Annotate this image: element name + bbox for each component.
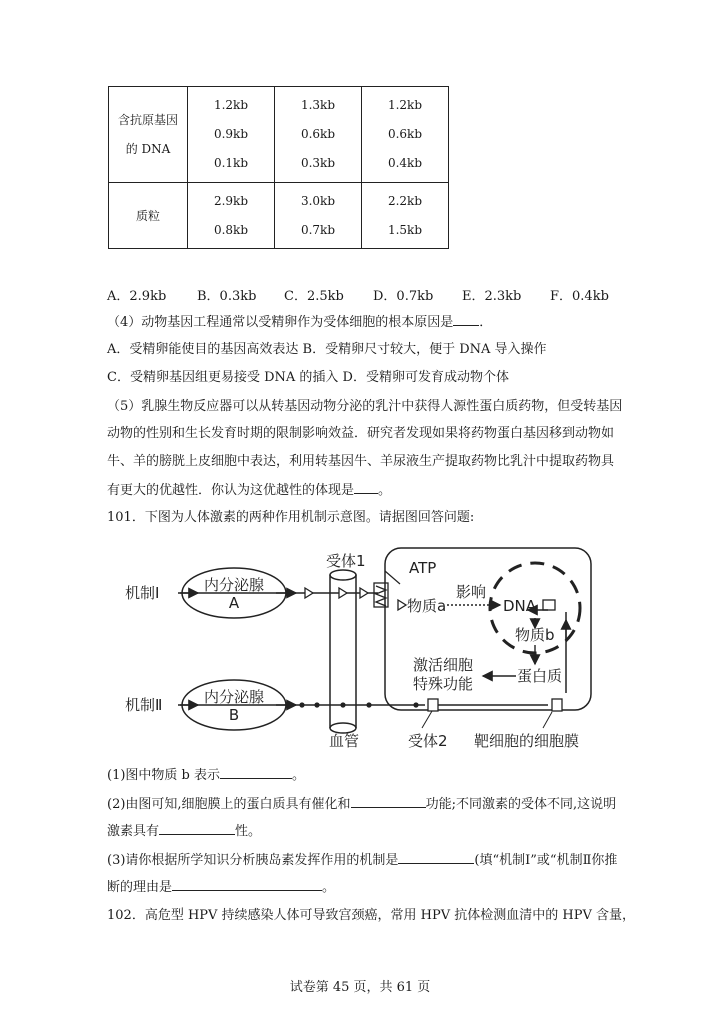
substance-a-label: 物质a	[407, 597, 447, 615]
answer-blank[interactable]	[220, 766, 292, 779]
vessel-label: 血管	[329, 732, 360, 750]
cell-value: 0.6kb	[300, 127, 336, 141]
vessel-top	[330, 570, 356, 580]
q101-s3	[107, 851, 617, 870]
option-a: A．2.9kb	[107, 289, 167, 304]
cell-value: 0.1kb	[213, 156, 249, 170]
cell-value: 0.9kb	[213, 127, 249, 141]
activate-label-1: 激活细胞	[413, 656, 474, 674]
q4-stem-text: （4）动物基因工程通常以受精卵作为受体细胞的根本原因是	[107, 315, 454, 330]
answer-blank[interactable]	[159, 822, 235, 835]
option-b: B．0.3kb	[197, 289, 257, 304]
q101-s2-text-3: 激素具有	[107, 824, 160, 839]
cell-value: 2.9kb	[213, 193, 249, 208]
header-text: 含抗原基因	[117, 112, 178, 127]
q101-s1	[107, 766, 305, 785]
option-c: C．2.5kb	[284, 289, 344, 304]
option-e: E．2.3kb	[462, 289, 522, 304]
mechanism-2-label: 机制Ⅱ	[125, 696, 163, 714]
membrane-label: 靶细胞的细胞膜	[474, 732, 580, 750]
header-text: 的 DNA	[125, 141, 171, 156]
q101-s2-text-4: 性。	[235, 824, 262, 839]
q5-line-2: 动物的性别和生长发育时期的限制影响效益．研究者发现如果将药物蛋白基因移到动物如	[107, 426, 615, 441]
cell-value: 0.8kb	[213, 222, 249, 237]
q101-s1-text: (1)图中物质 b 表示	[107, 768, 221, 783]
q101-s2-text-2: 功能;不同激素的受体不同,这说明	[425, 797, 617, 812]
q101-s3-text: (3)请你根据所学知识分析胰岛素发挥作用的机制是	[107, 853, 399, 868]
cell-value: 0.7kb	[300, 222, 336, 237]
q5-line-3: 牛、羊的膀胱上皮细胞中表达，利用转基因牛、羊尿液生产提取药物比乳汁中提取药物具	[107, 454, 615, 469]
q102-stem: 102．高危型 HPV 持续感染人体可导致宫颈癌，常用 HPV 抗体检测血清中的 HPV 含量，	[107, 908, 636, 923]
cell-value: 1.5kb	[387, 222, 423, 237]
punct: 。	[378, 483, 392, 498]
substance-b-label: 物质b	[515, 626, 555, 644]
atp-label: ATP	[409, 559, 437, 577]
cell-value: 1.2kb	[213, 98, 249, 112]
gland-b-letter: B	[228, 706, 240, 724]
q4-options-ab: A．受精卵能使目的基因高效表达 B．受精卵尺寸较大，便于 DNA 导入操作	[107, 342, 547, 357]
punct: ．	[479, 315, 493, 330]
answer-blank[interactable]	[351, 795, 426, 808]
row-header-plasmid: 质粒	[109, 183, 188, 249]
page-footer: 试卷第 45 页，共 61 页	[289, 980, 431, 995]
cell-value: 0.6kb	[387, 127, 423, 141]
q101-s2-text: (2)由图可知,细胞膜上的蛋白质具有催化和	[107, 797, 351, 812]
punct: 。	[292, 768, 306, 783]
q5-line-1: （5）乳腺生物反应器可以从转基因动物分泌的乳汁中获得人源性蛋白质药物，但受转基因	[107, 399, 623, 414]
receptor-1-label: 受体1	[326, 552, 366, 570]
q4-options-cd: C．受精卵基因组更易接受 DNA 的插入 D．受精卵可发育成动物个体	[107, 370, 509, 385]
activate-label-2: 特殊功能	[413, 675, 474, 693]
option-f: F．0.4kb	[550, 289, 609, 304]
hormone-marker	[305, 588, 313, 598]
q101-intro: 101．下图为人体激素的两种作用机制示意图。请据图回答问题:	[107, 510, 475, 525]
gland-a-label: 内分泌腺	[203, 576, 265, 594]
q101-s3-cont	[107, 878, 335, 897]
q101-s2	[107, 795, 616, 814]
dna-label: DNA	[503, 597, 537, 615]
q101-s3-text-2: (填“机制Ⅰ”或“机制Ⅱ你推	[474, 853, 618, 868]
receptor1-shape	[374, 583, 388, 607]
cell-value: 0.3kb	[300, 156, 336, 170]
punct: 。	[322, 880, 336, 895]
answer-blank[interactable]	[398, 851, 474, 864]
influence-label: 影响	[456, 583, 487, 601]
cell-value: 3.0kb	[300, 193, 336, 208]
cell-value: 1.3kb	[300, 98, 336, 112]
gland-b-label: 内分泌腺	[203, 688, 265, 706]
protein-label: 蛋白质	[517, 667, 563, 685]
mechanism-1-label: 机制Ⅰ	[125, 584, 160, 602]
gland-a-letter: A	[228, 594, 240, 612]
cell-value: 2.2kb	[387, 193, 423, 208]
q101-s3-text-3: 断的理由是	[107, 880, 173, 895]
option-d: D．0.7kb	[373, 289, 434, 304]
receptor-2-label: 受体2	[408, 732, 448, 750]
q5-line-4-text: 有更大的优越性．你认为这优越性的体现是	[107, 483, 355, 498]
q101-s2-cont	[107, 822, 261, 841]
cell-value: 1.2kb	[387, 98, 423, 112]
answer-blank[interactable]	[172, 878, 322, 891]
cell-value: 0.4kb	[387, 156, 423, 170]
